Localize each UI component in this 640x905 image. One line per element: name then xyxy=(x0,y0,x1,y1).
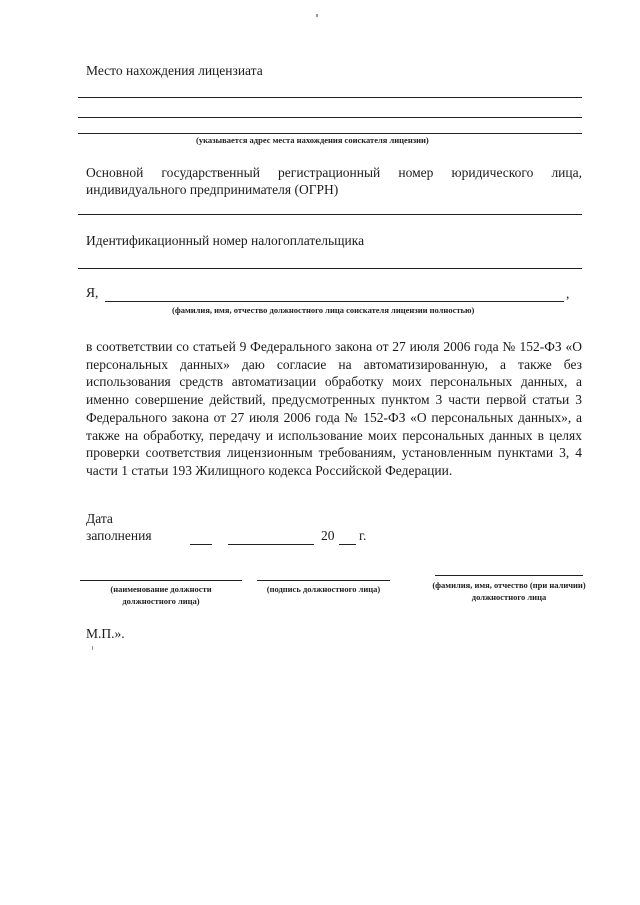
position-line[interactable] xyxy=(80,580,242,581)
inn-label: Идентификационный номер налогоплательщика xyxy=(86,233,365,248)
date-label-line2: заполнения xyxy=(86,528,152,543)
location-label: Место нахождения лицензиата xyxy=(86,63,263,78)
date-day-line[interactable] xyxy=(190,544,212,545)
declarant-name-line[interactable] xyxy=(105,301,564,302)
fullname-hint: (фамилия, имя, отчество (при наличии) должностного лица xyxy=(432,580,586,602)
ogrn-label-line1: Основной государственный регистрационный номер юридического лица, xyxy=(86,165,582,180)
date-month-line[interactable] xyxy=(228,544,314,545)
inn-line[interactable] xyxy=(78,268,582,269)
location-line-1[interactable] xyxy=(78,97,582,98)
scan-speck xyxy=(316,14,318,17)
date-year-line[interactable] xyxy=(339,544,356,545)
position-hint: (наименование должности должностного лица) xyxy=(110,584,212,606)
scan-speck-2 xyxy=(92,646,93,650)
location-line-3[interactable] xyxy=(78,133,582,134)
declarant-hint: (фамилия, имя, отчество должностного лица соискателя лицензии полностью) xyxy=(172,305,475,315)
consent-text: в соответствии со статьей 9 Федерального закона от 27 июля 2006 года № 152-ФЗ «О персональных данных» даю согласие на автоматизированную, а также без использования средств автоматизации обработку моих персональных данных, а именно совершение действий, предусмотренных пунктом 3 части первой статьи 3 Федерального закона от 27 июля 2006 года № 152-ФЗ «О персональных данных», а также на обработку, передачу и использование моих персональных данных в целях проверки соответствия лицензионным требованиям, установленным пунктами 3, 4 части 1 статьи 193 Жилищного кодекса Российской Федерации. xyxy=(86,339,582,478)
declarant-prefix: Я, xyxy=(86,285,99,300)
ogrn-label-line2: индивидуального предпринимателя (ОГРН) xyxy=(86,182,339,197)
date-label-line1: Дата xyxy=(86,511,113,526)
stamp-label: М.П.». xyxy=(86,626,125,641)
signature-line[interactable] xyxy=(257,580,390,581)
location-hint: (указывается адрес места нахождения соискателя лицензии) xyxy=(196,135,429,145)
location-line-2[interactable] xyxy=(78,117,582,118)
fullname-line[interactable] xyxy=(435,575,583,576)
ogrn-line[interactable] xyxy=(78,214,582,215)
date-year-prefix: 20 xyxy=(321,528,335,543)
date-year-suffix: г. xyxy=(359,528,367,543)
declarant-comma: , xyxy=(566,286,570,301)
signature-hint: (подпись должностного лица) xyxy=(266,584,381,594)
